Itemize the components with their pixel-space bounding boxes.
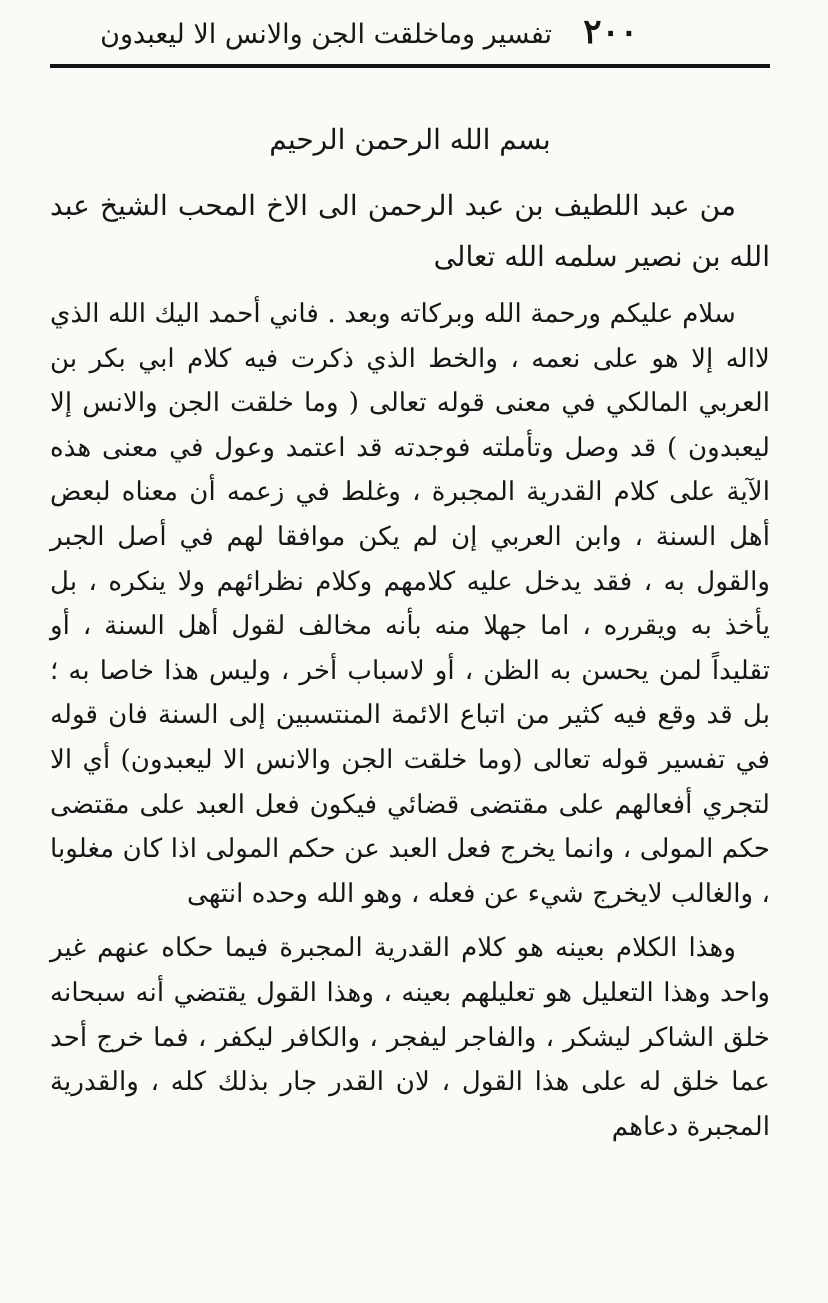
body-paragraph: وهذا الكلام بعينه هو كلام القدرية المجبرة فيما حكاه عنهم غير واحد وهذا التعليل هو تعليلهم بعينه ، وهذا القول يقتضي أنه سبحانه خلق الشاكر ليشكر ، والفاجر ليفجر ، والكافر ليكفر ، فما خرج أحد عما خلق له على هذا القول ، لان القدر جار بذلك كله ، والقدرية المجبرة دعاهم	[50, 933, 770, 1142]
address-paragraph: من عبد اللطيف بن عبد الرحمن الى الاخ المحب الشيخ عبد الله بن نصير سلمه الله تعالى	[50, 189, 770, 273]
page-number: ٢٠٠	[583, 12, 638, 52]
body-paragraph: سلام عليكم ورحمة الله وبركاته وبعد . فاني أحمد اليك الله الذي لااله إلا هو على نعمه ، والخط الذي ذكرت فيه كلام ابي بكر بن العربي المالكي في معنى قوله تعالى ( وما خلقت الجن والانس إلا ليعبدون ) قد وصل وتأملته فوجدته قد اعتمد وعول في معنى هذه الآية على كلام القدرية المجبرة ، وغلط في زعمه أن معناه لبعض أهل السنة ، وابن العربي إن لم يكن موافقا لهم في أصل الجبر والقول به ، فقد يدخل عليه كلامهم وكلام نظرائهم ولا ينكره ، بل يأخذ به ويقرره ، اما جهلا منه بأنه مخالف لقول أهل السنة ، أو تقليداً لمن يحسن به الظن ، أو لاسباب أخر ، وليس هذا خاصا به ؛ بل قد وقع فيه كثير من اتباع الائمة المنتسبين إلى السنة فان قوله في تفسير قوله تعالى (وما خلقت الجن والانس الا ليعبدون) أي الا لتجري أفعالهم على مقتضى قضائي فيكون فعل العبد على مقتضى حكم المولى ، وانما يخرج فعل العبد عن حكم المولى اذا كان مغلوبا ، والغالب لايخرج شيء عن فعله ، وهو الله وحده انتهى	[50, 299, 770, 909]
letter-body	[50, 180, 770, 1149]
running-title: تفسير وماخلقت الجن والانس الا ليعبدون	[100, 19, 552, 50]
header-rule	[50, 64, 770, 68]
basmala: بسم الله الرحمن الرحيم	[269, 123, 551, 156]
running-header	[50, 0, 770, 66]
